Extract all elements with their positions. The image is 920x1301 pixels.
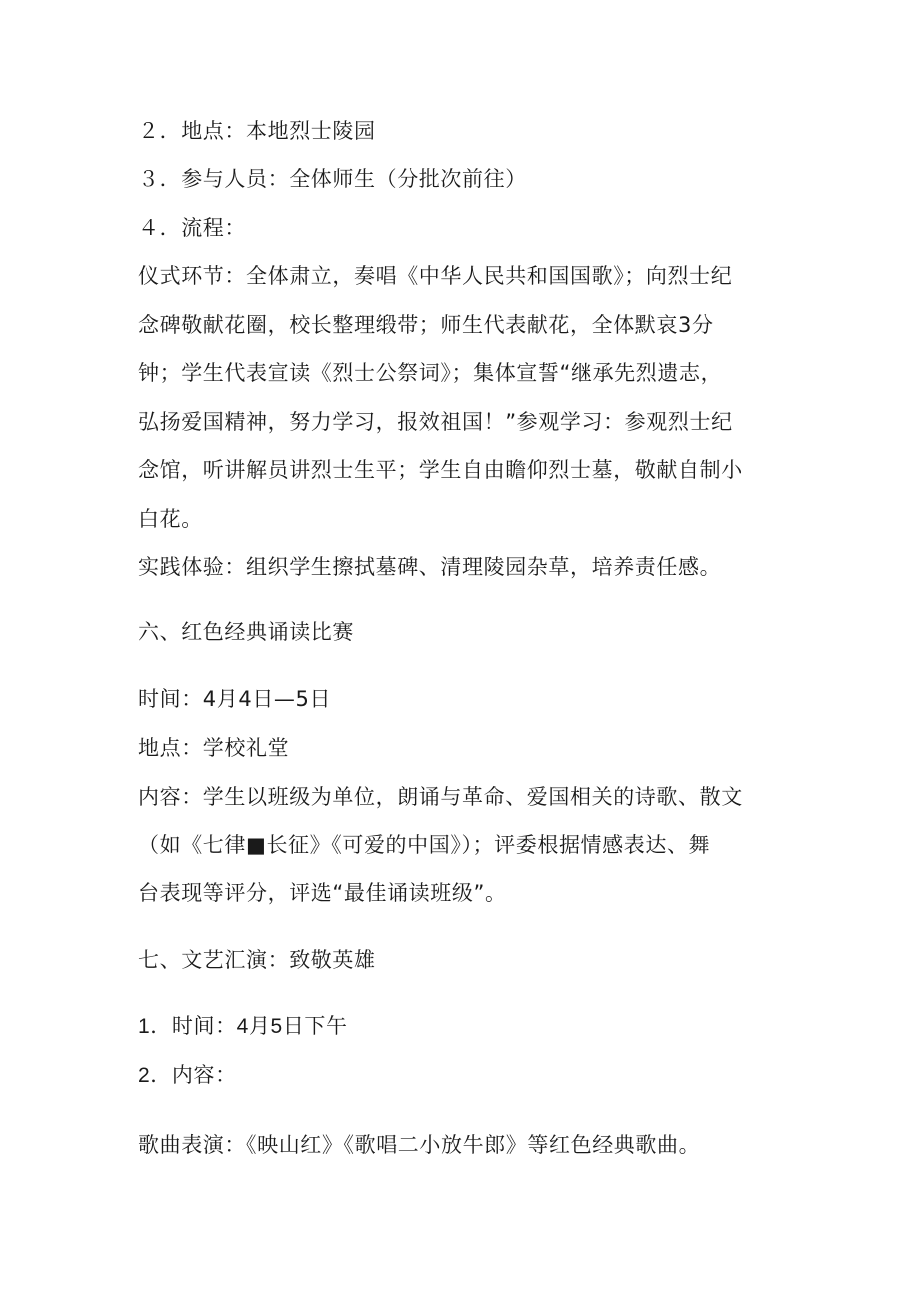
contest-content-line-3: 台表现等评分，评选“最佳诵读班级”。 [138,881,507,905]
item-process: ４．流程： [138,216,246,240]
item-participants: ３．参与人员：全体师生（分批次前往） [138,167,527,191]
contest-location: 地点：学校礼堂 [138,736,290,760]
show-time: 1．时间：4月5日下午 [138,1015,348,1038]
ceremony-paragraph-line-4: 弘扬爱国精神，努力学习，报效祖国！”参观学习：参观烈士纪 [138,410,733,434]
show-content: 2．内容： [138,1064,237,1087]
ceremony-paragraph-line-2: 念碑敬献花圈，校长整理缎带；师生代表献花，全体默哀3分 [138,313,714,337]
ceremony-paragraph-line-6: 白花。 [138,507,203,531]
song-performance: 歌曲表演：《映山红》《歌唱二小放牛郎》等红色经典歌曲。 [138,1133,701,1157]
ceremony-paragraph-line-5: 念馆，听讲解员讲烈士生平；学生自由瞻仰烈士墓，敬献自制小 [138,458,743,482]
practice-paragraph: 实践体验：组织学生擦拭墓碑、清理陵园杂草，培养责任感。 [138,555,722,579]
item-location: ２．地点：本地烈士陵园 [138,119,376,143]
section-heading-reading-contest: 六、红色经典诵读比赛 [138,620,354,644]
contest-content-line-1: 内容：学生以班级为单位，朗诵与革命、爱国相关的诗歌、散文 [138,785,743,809]
contest-content-line-2: （如《七律■长征》《可爱的中国》）；评委根据情感表达、舞 [138,833,711,857]
section-heading-art-show: 七、文艺汇演：致敬英雄 [138,948,376,972]
ceremony-paragraph-line-3: 钟；学生代表宣读《烈士公祭词》；集体宣誓“继承先烈遗志， [138,361,723,385]
ceremony-paragraph-line-1: 仪式环节：全体肃立，奏唱《中华人民共和国国歌》；向烈士纪 [138,264,733,288]
contest-time: 时间：4月4日—5日 [138,687,332,711]
